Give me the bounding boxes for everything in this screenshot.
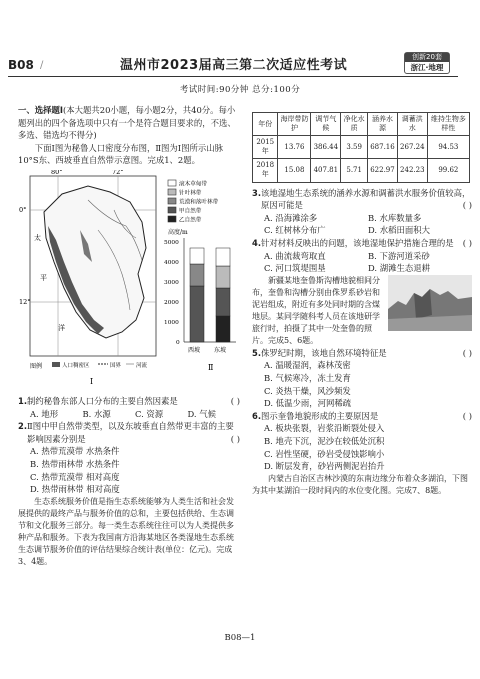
question-4: 4. 针对材料反映出的问题，该地湿地保护措施合理的是 ( ): [252, 238, 472, 248]
q4-option-b[interactable]: B. 下游河道采砂: [368, 250, 430, 261]
zone-legend-1: 滚木草甸带: [179, 181, 207, 188]
table-cell: 99.62: [427, 159, 469, 182]
passage-2: 生态系统服务价值是指生态系统能够为人类生活和社会发展提供的最终产品与服务价值的总和，主要包括供给、生态调节和文化服务三部分。每一类生态系统往往可以为人类提供多种产品和服务。下表为我国南方沿海某地区各类湿地生态系统生态调节服务价值的评估结果综合统计表(单位：亿元)。完成3、4题。: [18, 496, 234, 566]
east-zone-conifer: [216, 266, 230, 288]
map-legend-dense: 人口稠密区: [62, 363, 90, 370]
peru-figure: [18, 170, 240, 392]
bars-y-title: 高度/m: [168, 229, 188, 237]
lat-label-12: 12°: [19, 298, 31, 307]
q4-option-d[interactable]: D. 湖滩生态退耕: [368, 263, 430, 274]
q6-option-d[interactable]: D. 断层发育，砂岩两侧泥岩抬升: [264, 461, 385, 472]
ocean-label-tai: 太: [34, 234, 41, 243]
q4-options: [252, 250, 472, 275]
passage-1: 下面Ⅰ图为秘鲁人口密度分布图，Ⅱ图为Ⅰ图所示山脉10°S东、西坡垂直自然带示意图。完成1、2题。: [18, 142, 223, 166]
q4-option-a[interactable]: A. 曲流裁弯取直: [264, 250, 326, 261]
code-slash: /: [40, 60, 44, 71]
lon-label-80: 80°: [51, 170, 63, 177]
passage-3: 新疆某地奎鲁斯沟槽地貌相间分布，奎鲁和沟槽分别由侏罗系砂岩和泥岩组成，附近有多处同时期的含煤地层。某同学随科考人员在该地研学旅行时，拍摄了其中一处奎鲁的照片。完成5、6题。: [252, 275, 380, 345]
q6-option-b[interactable]: B. 地壳下沉，泥沙在较低处沉积: [264, 436, 385, 447]
table-header: 维持生物多样性: [427, 113, 469, 136]
table-cell: 687.16: [368, 136, 398, 159]
q6-option-a[interactable]: A. 板块张裂，岩浆沿断裂处侵入: [264, 423, 385, 434]
kuilu-photo: [388, 275, 472, 331]
ocean-label-ping: 平: [40, 274, 47, 283]
zone-legend-4: 甲自然带: [179, 208, 202, 215]
exam-code: B08: [8, 58, 34, 72]
q5-option-b[interactable]: B. 气候寒冷，冻土发育: [264, 373, 351, 384]
east-zone-meadow: [216, 248, 230, 266]
table-cell: 5.71: [341, 159, 368, 182]
table-cell: 94.53: [427, 136, 469, 159]
lon-label-72: 72°: [112, 170, 124, 177]
table-header: 调节气候: [311, 113, 341, 136]
left-column: [18, 104, 240, 568]
q3-options: [252, 212, 472, 237]
zone-legend-3: 荒漠和落叶林带: [179, 199, 219, 206]
table-cell: 2018年: [253, 159, 278, 182]
q3-option-d[interactable]: D. 水稻田面积大: [368, 225, 430, 236]
q1-options: [18, 408, 240, 421]
zone-swatch-4: [168, 207, 176, 213]
table-header: 年份: [253, 113, 278, 136]
q3-option-c[interactable]: C. 红树林分布广: [264, 225, 326, 236]
q1-option-a[interactable]: A. 地形: [30, 408, 59, 419]
page-footer: B08—1: [224, 633, 256, 643]
lat-label-0: 0°: [19, 206, 27, 215]
question-2: 2. Ⅱ图中甲自然带类型，以及东坡垂直自然带更丰富的主要影响因素分别是 ( ): [18, 421, 240, 444]
map-legend-river: 河流: [136, 363, 148, 370]
section-heading: 一、选择题Ⅰ(本大题共20小题，每小题2分，共40分。每小题列出的四个备选项中只有一个是符合题目要求的，不选、多选、错选均不得分): [18, 105, 236, 141]
exam-title: 温州市2023届高三第二次适应性考试: [120, 58, 348, 73]
ocean-label-yang: 洋: [58, 324, 65, 333]
exam-meta: 考试时间:90分钟 总分:100分: [179, 85, 301, 95]
table-cell: 622.97: [368, 159, 398, 182]
zone-swatch-2: [168, 189, 176, 195]
q5-option-d[interactable]: D. 低温少雨，河网稀疏: [264, 398, 352, 409]
question-6: 6. 图示奎鲁地貌形成的主要原因是 ( ): [252, 410, 472, 421]
zone-swatch-3: [168, 198, 176, 204]
table-header: 涵养水源: [368, 113, 398, 136]
header-rule: [8, 76, 458, 77]
xlabel-west: 西坡: [188, 347, 201, 355]
zone-swatch-1: [168, 180, 176, 186]
xlabel-east: 东坡: [214, 347, 227, 355]
passage-4: 内蒙古自治区吉林沙漠的东南边缘分布着众多湖泊，下图为其中某湖泊一段时间内的水位变化图。完成7、8题。: [252, 473, 468, 495]
west-zone-jia: [190, 286, 204, 342]
table-row: [253, 159, 470, 182]
table-cell: 13.76: [278, 136, 311, 159]
table-header: 调蓄洪水: [397, 113, 427, 136]
q1-option-d[interactable]: D. 气候: [187, 408, 216, 419]
brand-logo: 创新20套 浙江·地理: [404, 52, 450, 74]
table-cell: 2015年: [253, 136, 278, 159]
q1-option-b[interactable]: B. 水源: [82, 408, 111, 419]
zone-swatch-5: [168, 216, 176, 222]
east-zone-jia: [216, 288, 230, 316]
q2-option-c[interactable]: C. 热带荒漠带 相对高度: [30, 471, 120, 482]
ytick-2000: 2000: [164, 300, 179, 307]
table-header: 净化水质: [341, 113, 368, 136]
west-zone-desert: [190, 264, 204, 286]
east-zone-yi: [216, 316, 230, 342]
q2-option-d[interactable]: D. 热带雨林带 相对高度: [30, 484, 120, 495]
figure-label-1: Ⅰ: [90, 377, 94, 387]
zone-legend-5: 乙自然带: [179, 217, 202, 224]
table-cell: 267.24: [397, 136, 427, 159]
right-column: [252, 112, 472, 497]
q5-option-c[interactable]: C. 炎热干燥，风沙频发: [264, 385, 351, 396]
q5-option-a[interactable]: A. 温暖湿润，森林茂密: [264, 360, 351, 371]
q2-option-b[interactable]: B. 热带雨林带 水热条件: [30, 459, 120, 470]
ytick-4000: 4000: [164, 260, 179, 267]
figure-label-2: Ⅱ: [208, 363, 214, 373]
q3-option-b[interactable]: B. 水库数量多: [368, 212, 422, 223]
table-cell: 407.81: [311, 159, 341, 182]
table-header: 海岸带防护: [278, 113, 311, 136]
q6-option-c[interactable]: C. 岩性坚硬，砂岩受侵蚀影响小: [264, 448, 385, 459]
passage-3-block: [252, 275, 472, 347]
zones-legend: [168, 180, 219, 224]
ytick-5000: 5000: [164, 240, 179, 247]
q3-option-a[interactable]: A. 沿海滩涂多: [264, 212, 318, 223]
ytick-1000: 1000: [164, 320, 179, 327]
map-legend-title: 图例: [30, 363, 43, 371]
q2-option-a[interactable]: A. 热带荒漠带 水热条件: [30, 446, 120, 457]
west-zone-meadow: [190, 248, 204, 264]
q4-option-c[interactable]: C. 河口筑堤围垦: [264, 263, 326, 274]
table-cell: 242.23: [397, 159, 427, 182]
legend-swatch-dense: [52, 362, 60, 367]
table-header-row: [253, 113, 470, 136]
table-cell: 15.08: [278, 159, 311, 182]
ytick-0: 0: [176, 340, 180, 347]
table-cell: 3.59: [341, 136, 368, 159]
peru-figure-svg: [18, 170, 240, 392]
ytick-3000: 3000: [164, 280, 179, 287]
question-5: 5. 侏罗纪时期，该地自然环境特征是 ( ): [252, 347, 472, 358]
wetland-value-table: [252, 112, 470, 183]
table-row: [253, 136, 470, 159]
table-cell: 386.44: [311, 136, 341, 159]
question-3: 3. 该地湿地生态系统的涵养水源和调蓄洪水服务价值较高，原因可能是 ( ): [252, 187, 472, 211]
question-1: 1. 制约秘鲁东部人口分布的主要自然因素是 ( ): [18, 396, 240, 407]
map-legend-border: 国界: [110, 363, 122, 370]
zone-legend-2: 针叶林带: [179, 190, 202, 197]
q1-option-c[interactable]: C. 资源: [135, 408, 164, 419]
